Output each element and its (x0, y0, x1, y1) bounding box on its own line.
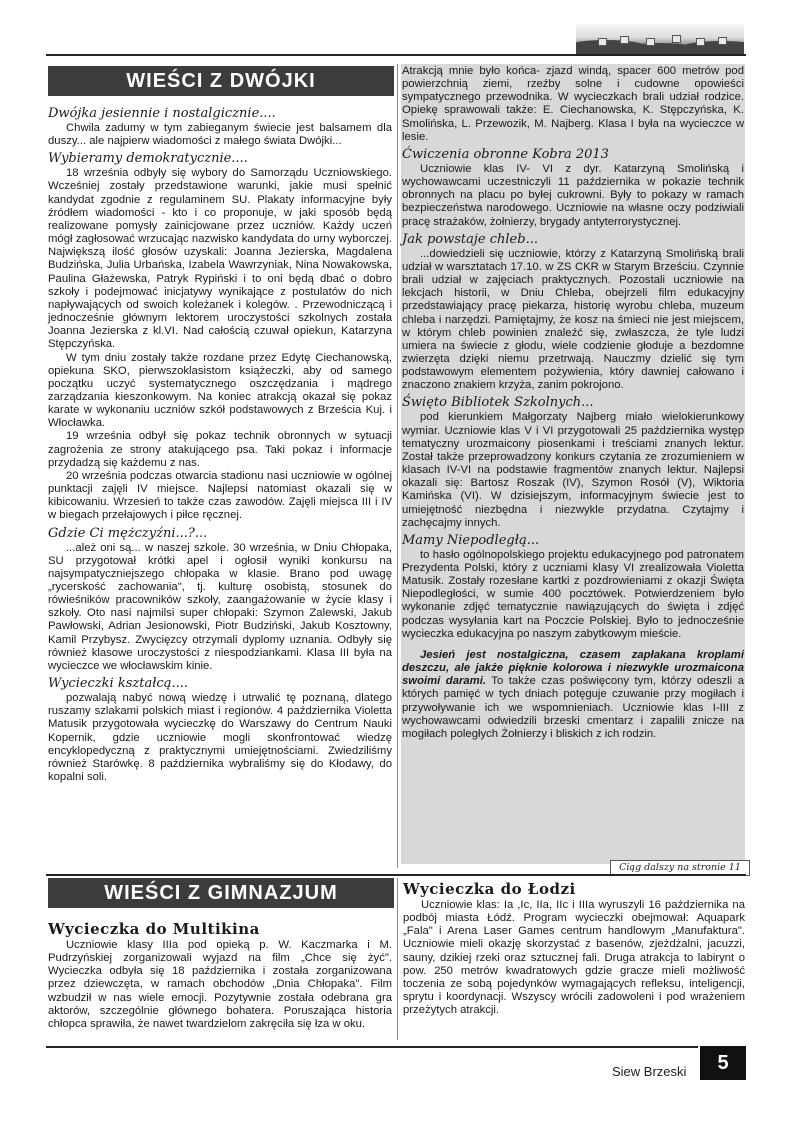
dwojka-right-column (401, 64, 745, 864)
article-title: Wycieczka do Multikina (48, 920, 260, 938)
paragraph: 19 września odbył się pokaz technik obronnych w sytuacji zagrożenia ze strony atakującego psa. Taki pokaz i informacje przydadzą się każdemu z nas. (48, 430, 392, 469)
article-title: Gdzie Ci mężczyźni...?... (48, 525, 208, 541)
top-rule (46, 54, 746, 56)
paragraph: pozwalają nabyć nową wiedzę i utrwalić tę poznaną, dlatego ruszamy szlakami polskich miast i regionów. 4 października Violetta Matusik przygotowała wycieczkę do Warszawy do Centrum Nauki Kopernik, gdzie uczniowie mogli skonfrontować wiedzę encyklopedyczną z praktycznymi umiejętnościami. Zwiedziliśmy również Starówkę. 8 października wybraliśmy się do Kłodawy, do kopalni soli. (48, 692, 392, 784)
paragraph: 18 września odbyły się wybory do Samorządu Uczniowskiego. Wcześniej zostały przedstawione warunki, jakie musi spełnić kandydat zgodnie z regulaminem SU. Plakaty informacyjne były źródłem wiadomości - kto i co proponuje, w jaki sposób będą realizowane pomysły zainicjowane przez uczniów. Każdy uczeń mógł zagłosować wrzucając nazwisko kandydata do urny wyborczej. Największą ilość głosów uzyskali: Joanna Jezierska, Magdalena Budzińska, Julia Urbańska, Izabela Wawrzyniak, Nina Nowakowska, Paulina Głażewska, Patryk Rypiński i to oni będą dbać o dobro szkoły i podejmować inicjatywy wynikające z postulatów do nich napływających od swoich koleżanek i kolegów. . Przewodniczącą i jednocześnie głównym lektorem uroczystości szkolnych została Joanna Jezierska z kl.VI. Nad całością czuwał opiekun, Katarzyna Stępczyńska. (48, 167, 392, 351)
publication-name: Siew Brzeski (612, 1064, 687, 1079)
paragraph (402, 649, 744, 741)
header-photo (576, 24, 744, 54)
paragraph: ...dowiedzieli się uczniowie, którzy z Katarzyną Smolińską brali udział w warsztatach 17.10. w ZS CKR w Starym Brześciu. Czynnie brali udział w zajęciach praktycznych. Pozostali uczniowie na lekcjach historii, w Dniu Chleba, obejrzeli film edukacyjny przedstawiający pracę piekarza, historię wyrobu chleba, muzeum chleba i narzędzi. Pamiętajmy, że kosz na śmieci nie jest miejscem, w którym chleb powinien znaleźć się, zwłaszcza, że tyle ludzi umiera na świecie z głodu, wiele codzienie głoduje a bezdomne zwierzęta dzięki niemu przetrwają. Nauczmy dzielić się tym podstawowym elementem pożywienia, który dawniej całowano i znaczono znakiem krzyża, zanim pokrojono. (402, 247, 744, 392)
paragraph: to hasło ogólnopolskiego projektu edukacyjnego pod patronatem Prezydenta Polski, który z uczniami klasy VI zrealizowała Violetta Matusik. Zostały rozesłane kartki z pozdrowieniami z okazji Święta Niepodległości, w sumie 400 pocztówek. Potwierdzeniem było wykonanie zdjęć tematycznie nawiązujących do święta i zdjęć podczas wysyłania kart na Poczcie Polskiej. Było to jednocześnie wycieczka edukacyjna po naszym zabytkowym mieście. (402, 548, 744, 640)
gimnazjum-right-column (403, 880, 745, 1017)
article-title: Wycieczka do Łodzi (403, 880, 576, 898)
article-title: Wybieramy demokratycznie.... (48, 151, 248, 167)
section-title-gimnazjum: WIEŚCI Z GIMNAZJUM (48, 878, 394, 908)
paragraph: Uczniowie klas IV- VI z dyr. Katarzyną Smolińską i wychowawcami uczestniczyli 11 października w pokazie technik obronnych na placu po byłej cukrowni. Były to pokazy w ramach bezpieczeństwa narodowego. Uczniowie na własne oczy podziwiali pracę strażaków, żołnierzy, brygady antyterrorystycznej. (402, 162, 744, 228)
paragraph: Atrakcją mnie było końca- zjazd windą, spacer 600 metrów pod powierzchnią ziemi, rzeźby solne i cudowne opowieści sympatycznego przewodnika. W wycieczkach brali udział rodzice. Opiekę sprawowali także: E. Ciechanowska, K. Stępczyńska, K. Smolińska, L. Przewozik, M. Najberg. Klasa I była na wycieczce w lesie. (402, 65, 744, 143)
article-title: Wycieczki kształcą.... (48, 676, 188, 692)
paragraph: Uczniowie klas: Ia ,Ic, IIa, IIc i IIIa wyruszyli 16 października na podbój miasta Łódź. Program wycieczki obejmował: Aquapark „Fala" i Arena Laser Games centrum handlowym „Manufaktura". Uczniowie mieli okazję skorzystać z basenów, zjeżdżalni, jacuzzi, sauny, dzikiej rzeki oraz sztucznej fali. Druga atrakcja to labirynt o pow. 250 metrów kwadratowych gdzie gracze mieli możliwość toczenia ze sobą pojedynków wymagających refleksu, inteligencji, sprytu i koordynacji. Wszyscy wrócili zadowoleni i pod wrażeniem przeżytych atrakcji. (403, 899, 745, 1017)
paragraph: W tym dniu zostały także rozdane przez Edytę Ciechanowską, opiekuna SKO, pierwszoklasistom książeczki, aby od samego początku uczyć systematycznego oszczędzania i mądrego zarządzania kieszonkowym. Na koniec atrakcją okazał się pokaz karate w wykonaniu uczniów szkół podstawowych z Brześcia Kuj. i Włocławka. (48, 351, 392, 430)
paragraph: pod kierunkiem Małgorzaty Najberg miało wielokierunkowy wymiar. Uczniowie klas V i VI przygotowali 25 października występ tematyczny urozmaicony piosenkami i treściami znanych lektur. Został także przeprowadzony konkurs czytania ze zrozumieniem w klasach IV-VI na podstawie fragmentów znanych lektur. Najlepsi okazali się: Bartosz Roszak (IV), Szymon Rosół (V), Wiktoria Kamińska (VI). W dzisiejszym, informacyjnym świecie jest to umiejętność niezbędna i niezwykle przydatna. Czytajmy i zachęcajmy innych. (402, 411, 744, 529)
page-number: 5 (700, 1046, 746, 1080)
column-divider (397, 878, 398, 1040)
article-title: Święto Bibliotek Szkolnych... (402, 395, 594, 411)
article-title: Jak powstaje chleb... (402, 231, 538, 247)
paragraph: ...ależ oni są... w naszej szkole. 30 września, w Dniu Chłopaka, SU przygotował krótki apel i ogłosił wyniki konkursu na najsympatyczniejszego chłopaka w klasie. Brano pod uwagę „rycerskość zachowania", tj. kulturę osobistą, stosunek do rówieśników pracowników szkoły, zaangażowanie w życie klasy i szkoły. Oto nasi najmilsi super chłopaki: Szymon Zalewski, Jakub Pawłowski, Adrian Jesionowski, Piotr Budziński, Jakub Kosztowny, Kamil Przybysz. Zwycięzcy otrzymali dyplomy uznania. Odbyły się również klasowe uroczystości z niespodziankami. Klasa III była na wycieczce we włocławskim kinie. (48, 541, 392, 672)
section-title-dwojka: WIEŚCI Z DWÓJKI (48, 66, 394, 96)
article-title: Ćwiczenia obronne Kobra 2013 (402, 146, 609, 162)
section-rule (46, 874, 746, 876)
footer-rule (46, 1046, 698, 1048)
gimnazjum-left-column (48, 920, 392, 1031)
paragraph: Uczniowie klasy IIIa pod opieką p. W. Kaczmarka i M. Pudrzyńskiej zorganizowali wyjazd na film „Chce się żyć". Wycieczka odbyła się 18 października i została zorganizowana przez dziewczęta, w ramach obchodów „Dnia Chłopaka". Film wzbudził w nas wiele emocji. Pozytywnie została odebrana gra aktorów, szczególnie głównego bohatera. Poruszająca historia chłopca sprawiła, że nawet twardzielom zakręciła się łza w oku. (48, 939, 392, 1030)
paragraph: Chwila zadumy w tym zabieganym świecie jest balsamem dla duszy... ale najpierw wiadomości z małego świata Dwójki... (48, 122, 392, 148)
dwojka-left-column (48, 103, 392, 784)
article-title: Dwójka jesiennie i nostalgicznie.... (48, 106, 276, 121)
continued-note: Ciąg dalszy na stronie 11 (610, 860, 750, 876)
paragraph: 20 września podczas otwarcia stadionu nasi uczniowie w ogólnej punktacji zajęli IV miejsce. Najlepsi natomiast okazali się w kibicowaniu. Wrzesień to także czas zawodów. Zajęli miejsca III i IV w biegach przełajowych i piłce ręcznej. (48, 469, 392, 522)
highlight-text: Jesień jest nostalgiczna, czasem zapłakana kroplami deszczu, ale jakże pięknie kolorowa i niezwykle urozmaicona swoimi darami. (402, 648, 744, 688)
column-divider (397, 64, 398, 868)
article-title: Mamy Niepodległą... (402, 532, 540, 548)
paragraph-rest: To także czas poświęcony tym, którzy odeszli a których pamięć w tych dniach potęguje czuwanie przy mogiłach i przywoływanie ich we wspomnieniach. Uczniowie klas I-III z wychowawcami odwiedzili brzeski cmentarz i zapalili znicze na mogiłach poległych Żołnierzy i bliskich z ich rodzin. (402, 675, 744, 740)
